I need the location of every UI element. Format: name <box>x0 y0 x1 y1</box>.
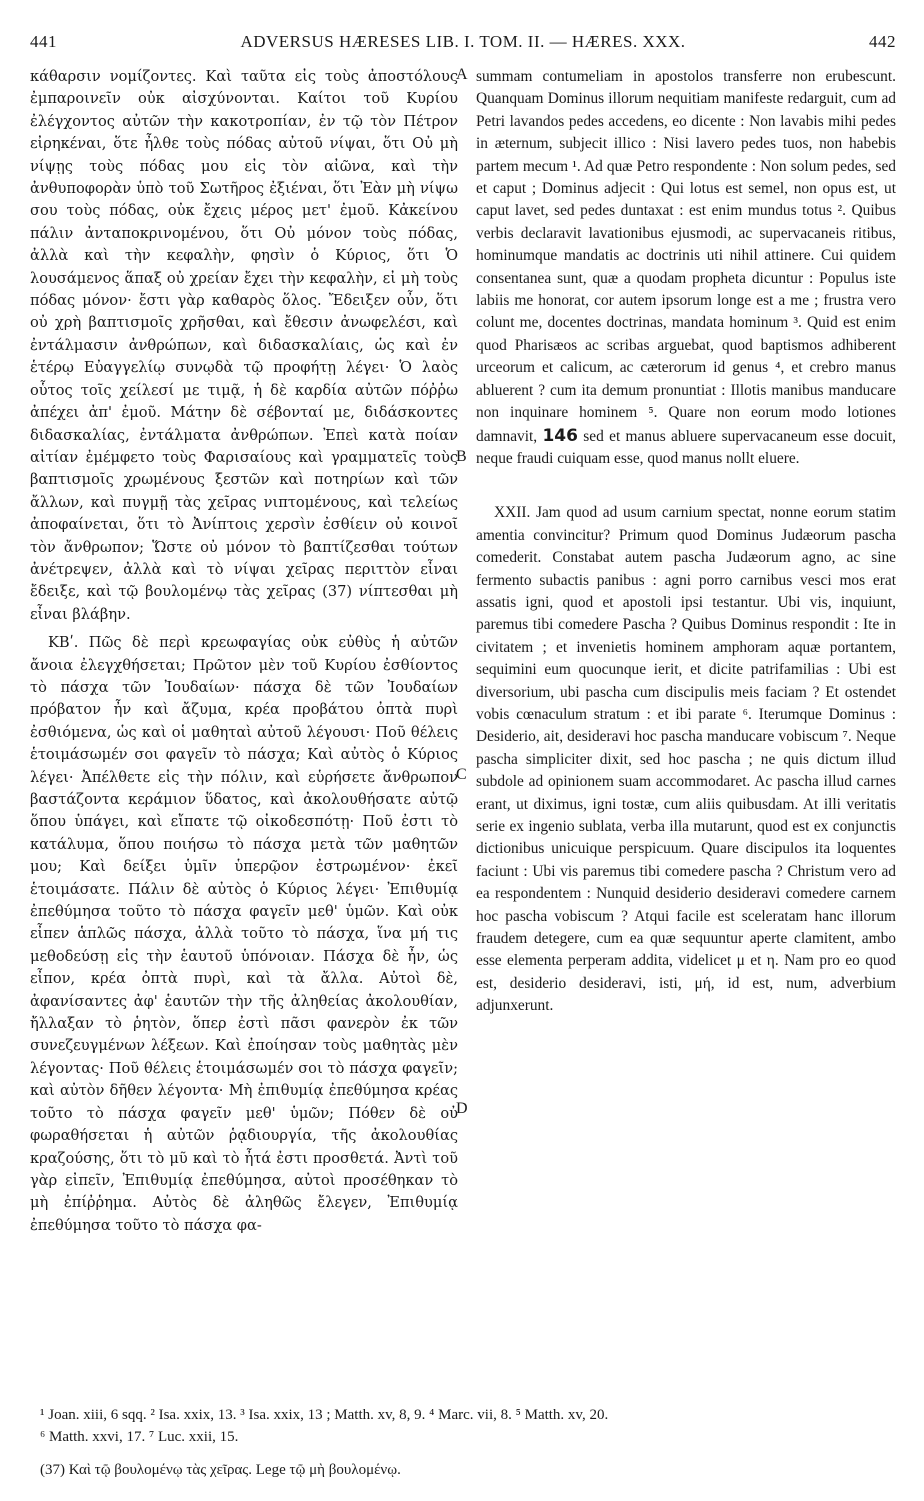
greek-column <box>30 66 458 1237</box>
greek-paragraph-2: ΚΒʹ. Πῶς δὲ περὶ κρεωφαγίας οὐκ εὐθὺς ἡ αὐτῶν ἄνοια ἐλεγχθήσεται; Πρῶτον μὲν τοῦ Κυρίου ἐσθίοντος τὸ πάσχα τῶν Ἰουδαίων· πάσχα δὲ τῶν Ἰουδαίων πρόβατον ἦν καὶ ἄζυμα, κρέα προβάτου ὀπτὰ πυρὶ ἐσθιόμενα, ὡς καὶ οἱ μαθηταὶ αὐτοῦ λέγουσι· Ποῦ θέλεις ἑτοιμάσωμέν σοι φαγεῖν τὸ πάσχα; Καὶ αὐτὸς ὁ Κύριος λέγει· Ἀπέλθετε εἰς τὴν πόλιν, καὶ εὑρήσετε ἄνθρωπον βαστάζοντα κεράμιον ὕδατος, καὶ ἀκολουθήσατε αὐτῷ ὅπου ὑπάγει, καὶ εἴπατε τῷ οἰκοδεσπότῃ· Ποῦ ἐστι τὸ κατάλυμα, ὅπου ποιήσω τὸ πάσχα μετὰ τῶν μαθητῶν μου; Καὶ δείξει ὑμῖν ὑπερῷον ἐστρωμένον· ἐκεῖ ἑτοιμάσατε. Πάλιν δὲ αὐτὸς ὁ Κύριος λέγει· Ἐπιθυμίᾳ ἐπεθύμησα τοῦτο τὸ πάσχα φαγεῖν μεθ' ὑμῶν. Καὶ οὐκ εἶπεν ἁπλῶς πάσχα, ἀλλὰ τοῦτο τὸ πάσχα, ἵνα μή τις μεθοδεύσῃ εἰς τὴν ἑαυτοῦ ὑπόνοιαν. Πάσχα δὲ ἦν, ὡς εἶπον, κρέα ὀπτὰ πυρὶ, καὶ τὰ ἄλλα. Αὐτοὶ δὲ, ἀφανίσαντες ἀφ' ἑαυτῶν τὴν τῆς ἀληθείας ἀκολουθίαν, ἤλλαξαν τὸ ῥητὸν, ὅπερ ἐστὶ πᾶσι φανερὸν ἐκ τῶν συνεζευγμένων λέξεων. Καὶ ἐποίησαν τοὺς μαθητὰς μὲν λέγοντας· Ποῦ θέλεις ἑτοιμάσωμέν σοι τὸ πάσχα φαγεῖν; καὶ αὐτὸν δῆθεν λέγοντα· Μὴ ἐπιθυμίᾳ ἐπεθύμησα κρέας τοῦτο τὸ πάσχα φαγεῖν μεθ' ὑμῶν; Πόθεν δὲ οὐ φωραθήσεται ἡ αὐτῶν ῥᾳδιουργία, τῆς ἀκολουθίας κραζούσης, ὅτι τὸ μῦ καὶ τὸ ἦτά ἐστι προσθετά. Ἀντὶ τοῦ γὰρ εἰπεῖν, Ἐπιθυμίᾳ ἐπεθύμησα, αὐτοὶ προσέθηκαν τὸ μὴ ἐπίῤῥημα. Αὐτὸς δὲ ἀληθῶς ἔλεγεν, Ἐπιθυμίᾳ ἐπεθύμησα τοῦτο τὸ πάσχα φα- <box>30 634 458 1234</box>
latin-paragraph-2: XXII. Jam quod ad usum carnium spectat, nonne eorum statim amentia convincitur? Primum quod Dominus Judæorum pascha comederit. Constabat autem pascha Judæorum agno, ac sine fermento subactis panibus : agni porro carnibus vesci mos erat assatis igni, quod et apostoli ipsi testantur. Ubi vis, inquiunt, paremus tibi comedere Pascha ? Quibus Dominus respondit : Ite in civitatem ; et invenietis hominem amphoram aquæ portantem, sequimini eum quocunque ierit, et dicite patrifamilias : Ubi est diversorium, ubi pascha cum discipulis meis faciam ? Et ostendet vobis cœnaculum stratum : et ibi parate ⁶. Iterumque Dominus : Desiderio, ait, desideravi hoc pascha manducare vobiscum ⁷. Neque pascha simpliciter dixit, sed hoc pascha ; ne quis dictum illud subdole ad opinionem suam accommodaret. Ac pascha illud carnes erant, ut diximus, igni tostæ, cum aliis quibusdam. At illi veritatis serie ex ingenio sublata, verba illa mutarunt, quod est ex conjunctis dictionibus unicuique perspicuum. Quare discipulos ita loquentes faciunt : Ubi vis paremus tibi comedere pascha ? Christum vero ad ea respondentem : Nunquid desiderio desideravi comedere carnem hoc pascha vobiscum ? Atqui facile est sceleratam hanc illorum fraudem detegere, cum ea quæ sequuntur aperte clamitent, ambo esse elementa perperam addita, videlicet μ et η. Nam pro eo quod est, desiderio desideravi, isti, μή, id est, num, adverbium adjunxerunt. <box>476 504 896 1015</box>
footnote-line-2: ⁶ Matth. xxvi, 17. ⁷ Luc. xxii, 15. <box>40 1429 239 1445</box>
margin-marker-c: C <box>456 766 467 783</box>
editorial-note-37: (37) Καὶ τῷ βουλομένῳ τὰς χεῖρας. Lege τῷ μὴ βουλομένῳ. <box>40 1462 401 1478</box>
margin-marker-b: B <box>456 448 467 465</box>
footnotes <box>40 1404 900 1448</box>
footnote-line-1: ¹ Joan. xiii, 6 sqq. ² Isa. xxix, 13. ³ Isa. xxix, 13 ; Matth. xv, 8, 9. ⁴ Marc. vii, 8. ⁵ Matth. xv, 20. <box>40 1407 609 1423</box>
page-number-left: 441 <box>30 32 57 51</box>
margin-marker-d: D <box>456 1100 468 1117</box>
latin-paragraph-1 <box>476 66 896 470</box>
column-number: 146 <box>542 425 578 446</box>
page-number-right: 442 <box>869 32 896 51</box>
running-title: ADVERSUS HÆRESES LIB. I. TOM. II. — HÆRES. XXX. <box>240 32 686 51</box>
greek-paragraph-1: κάθαρσιν νομίζοντες. Καὶ ταῦτα εἰς τοὺς ἀποστόλους ἐμπαροινεῖν οὐκ αἰσχύνονται. Καίτοι τοῦ Κυρίου ἐλέγχοντος αὐτῶν τὴν κακοτροπίαν, ἐν τῷ τὸν Πέτρον εἰρηκέναι, ὅτε ἦλθε τοὺς πόδας αὐτοῦ νίψαι, ὅτι Οὐ μὴ νίψῃς τοὺς πόδας μου εἰς τὸν αἰῶνα, καὶ τὴν ἀνθυποφορὰν ὑπὸ τοῦ Σωτῆρος ἐξιέναι, ὅτι Ἐὰν μὴ νίψω σου τοὺς πόδας, οὐκ ἔχεις μέρος μετ' ἐμοῦ. Κἀκείνου πάλιν ἀνταποκρινομένου, ὅτι Οὐ μόνον τοὺς πόδας, ἀλλὰ καὶ τὴν κεφαλὴν, φησὶν ὁ Κύριος, ὅτι Ὁ λουσάμενος ἅπαξ οὐ χρείαν ἔχει τὴν κεφαλὴν, εἰ μὴ τοὺς πόδας μόνον· ἔστι γὰρ καθαρὸς ὅλος. Ἔδειξεν οὖν, ὅτι οὐ χρὴ βαπτισμοῖς χρῆσθαι, καὶ ἔθεσιν ἀνωφελέσι, καὶ ἐντάλμασιν ἀνθρώπων, καὶ διδασκαλίαις, ὡς καὶ ἐν ἑτέρῳ Εὐαγγελίῳ συνῳδὰ τῷ προφήτῃ λέγει· Ὁ λαὸς οὗτος τοῖς χείλεσί με τιμᾷ, ἡ δὲ καρδία αὐτῶν πόῤῥω ἀπέχει ἀπ' ἐμοῦ. Μάτην δὲ σέβονταί με, διδάσκοντες διδασκαλίας, ἐντάλματα ἀνθρώπων. Ἐπεὶ κατὰ ποίαν αἰτίαν ἐμέμφετο τοὺς Φαρισαίους καὶ γραμματεῖς τοὺς βαπτισμοῖς χρωμένους ξεστῶν καὶ ποτηρίων καὶ τῶν ἄλλων, καὶ πυγμῇ τὰς χεῖρας νιπτομένους, καὶ τελείως ἀποφαίνεται, ὅτι τὸ Ἀνίπτοις χερσὶν ἐσθίειν οὐ κοινοῖ τὸν ἄνθρωπον; Ὥστε οὐ μόνον τὸ βαπτίζεσθαι τούτων ἀνέτρεψεν, ἀλλὰ καὶ τὸ νίψαι χεῖρας περιττὸν εἶναι ἔδειξε, καὶ τῷ βουλομένῳ τὰς χεῖρας (37) νίπτεσθαι μὴ εἶναι βλάβην. <box>30 68 458 623</box>
margin-marker-a: A <box>456 66 468 83</box>
latin-paragraph-1-text-a: summam contumeliam in apostolos transferre non erubescunt. Quanquam Dominus illorum nequitiam manifeste redarguit, cum ad Petri lavandos pedes accedens, eo dicente : Non lavabis mihi pedes in æternum, subjecit illico : Nisi lavero pedes tuos, non habebis partem mecum ¹. Ad quæ Petro respondente : Non solum pedes, sed et caput ; Dominus adjecit : Qui lotus est semel, non opus est, ut caput lavet, sed pedes duntaxat : est enim mundus totus ². Quibus verbis declaravit lavationibus ejusmodi, ac supervacaneis ritibus, hominumque mandatis ac doctrinis uti nihil attinere. Cui quidem consentanea sunt, quæ a quodam propheta dicuntur : Populus iste labiis me honorat, cor autem ipsorum longe est a me ; frustra vero colunt me, docentes doctrinas, mandata hominum ³. Quid est enim quod Pharisæos ac scribas arguebat, quod baptismos adhiberent urceorum et calicum, ac cæterorum id genus ⁴, et crebro manus abluerent ? cum ita demum pronuntiat : Illotis manibus manducare non inquinare hominem ⁵. Quare non eorum modo lotiones damnavit, <box>476 68 896 445</box>
latin-column <box>476 66 896 1018</box>
running-header <box>30 32 896 56</box>
latin-paragraph-1-text-b: sed et manus abluere supervacaneum esse docuit, neque fraudi cuiquam esse, quod manus nollt eluere. <box>476 427 896 467</box>
